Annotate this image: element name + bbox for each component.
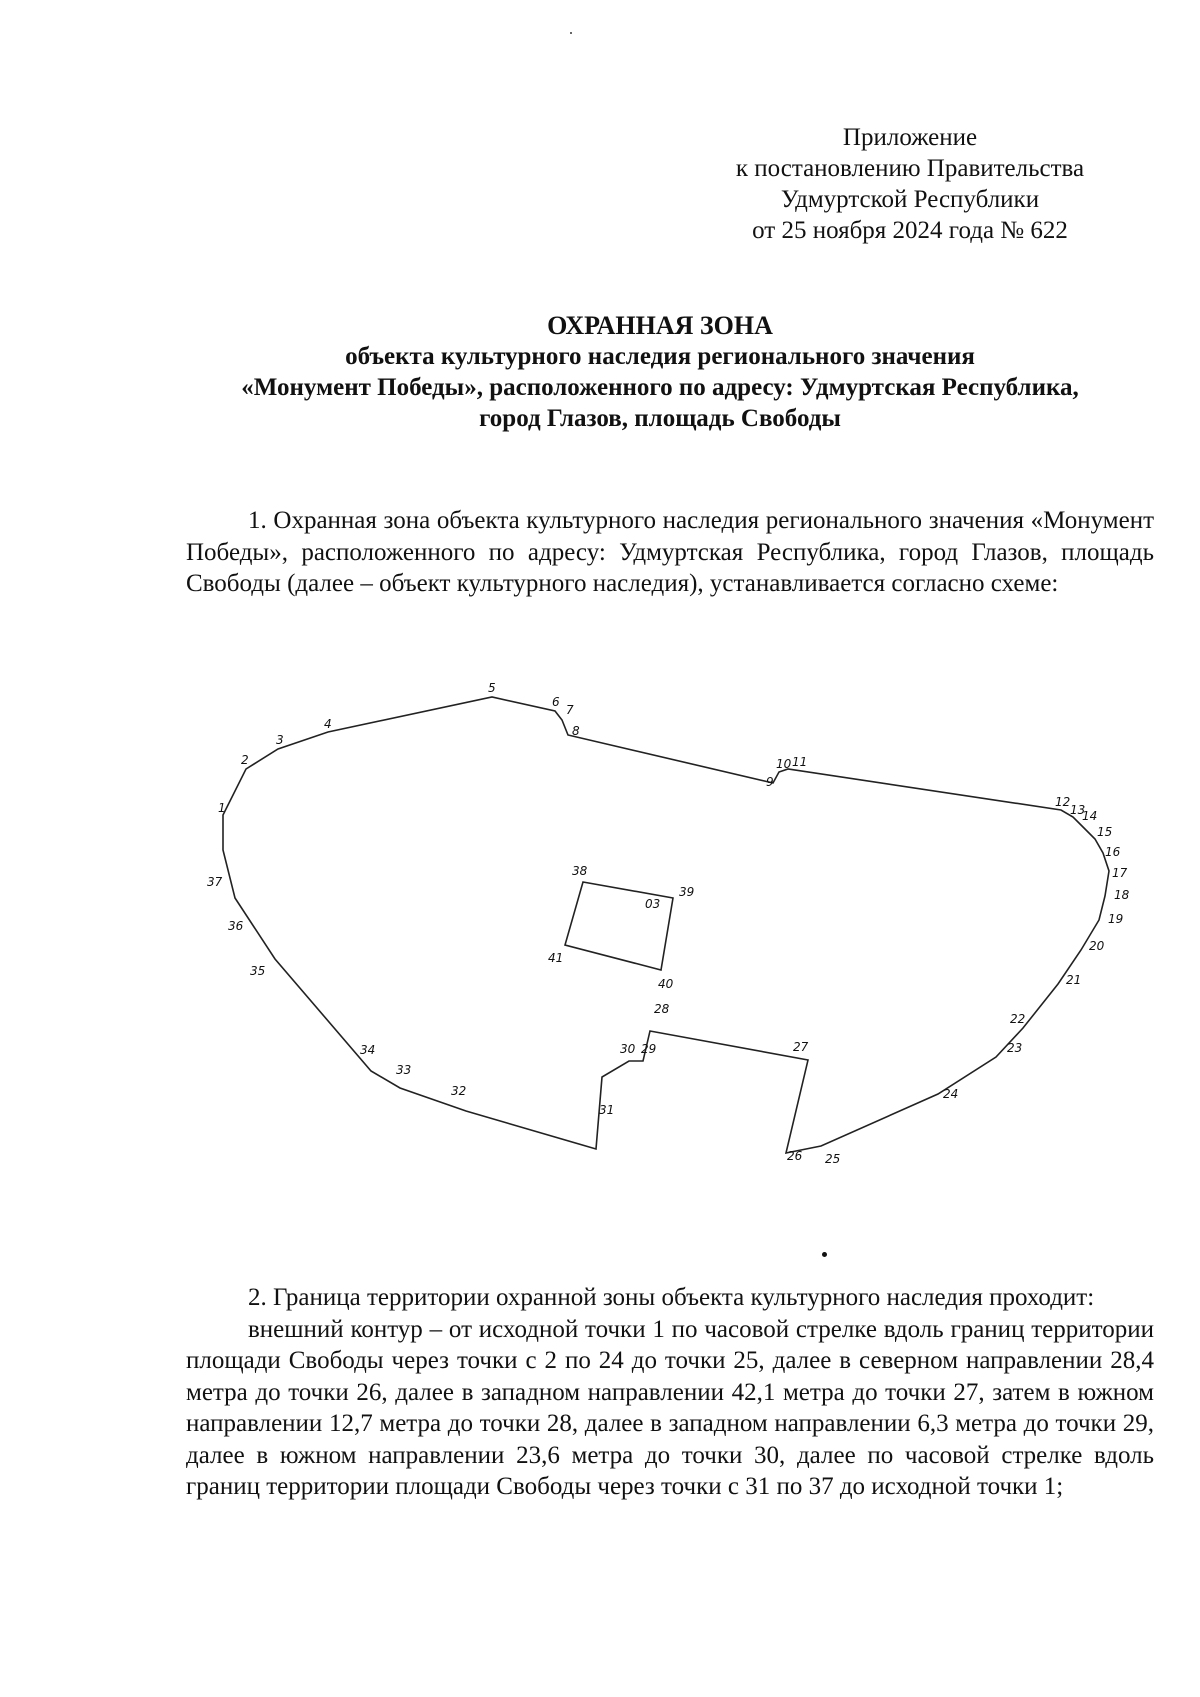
title-line-4: город Глазов, площадь Свободы bbox=[479, 405, 841, 432]
point-label-40: 40 bbox=[658, 977, 674, 991]
paragraph-1 bbox=[186, 505, 1154, 600]
point-label-39: 39 bbox=[679, 885, 695, 899]
annex-header bbox=[700, 122, 1120, 246]
point-label-20: 20 bbox=[1089, 939, 1105, 953]
point-label-3: 3 bbox=[276, 733, 284, 747]
paragraph-1-text: 1. Охранная зона объекта культурного наследия регионального значения «Монумент Победы», расположенного по адресу: Удмуртская Республика, город Глазов, площадь Свободы (далее – объект культурного наследия), устанавливается согласно схеме: bbox=[186, 507, 1154, 597]
annex-line-2: к постановлению Правительства bbox=[735, 155, 1085, 182]
point-label-36: 36 bbox=[228, 919, 244, 933]
point-label-1: 1 bbox=[218, 801, 226, 815]
annex-line-4: от 25 ноября 2024 года № 622 bbox=[752, 217, 1068, 244]
paragraph-2-intro-text: 2. Граница территории охранной зоны объекта культурного наследия проходит: bbox=[248, 1284, 1095, 1311]
annex-line-3: Удмуртской Республики bbox=[780, 186, 1040, 213]
point-label-34: 34 bbox=[360, 1043, 376, 1057]
point-label-29: 29 bbox=[641, 1042, 657, 1056]
point-label-35: 35 bbox=[250, 964, 266, 978]
title-line-2: объекта культурного наследия регионального значения bbox=[345, 343, 975, 370]
outer-contour-text: внешний контур – от исходной точки 1 по часовой стрелке вдоль границ территории площади Свободы через точки с 2 по 24 до точки 25, далее в северном направлении 28,4 метра до точки 26, далее в западном направлении 42,1 метра до точки 27, затем в южном направлении 12,7 метра до точки 28, далее в западном направлении 6,3 метра до точки 29, далее в южном направлении 23,6 метра до точки 30, далее по часовой стрелке вдоль границ территории площади Свободы через точки с 31 по 37 до исходной точки 1; bbox=[186, 1315, 1154, 1500]
point-label-23: 23 bbox=[1007, 1041, 1023, 1055]
protection-zone-scheme bbox=[0, 670, 1200, 1270]
point-label-11: 11 bbox=[792, 755, 808, 769]
zone-label: 03 bbox=[645, 897, 661, 911]
point-label-25: 25 bbox=[825, 1152, 841, 1166]
point-label-16: 16 bbox=[1105, 845, 1121, 859]
point-label-31: 31 bbox=[599, 1103, 615, 1117]
point-label-17: 17 bbox=[1112, 866, 1128, 880]
point-label-7: 7 bbox=[566, 703, 574, 717]
point-label-41: 41 bbox=[548, 951, 564, 965]
document-title bbox=[170, 310, 1150, 434]
point-label-33: 33 bbox=[396, 1063, 412, 1077]
title-line-3: «Монумент Победы», расположенного по адресу: Удмуртская Республика, bbox=[241, 374, 1079, 401]
point-label-24: 24 bbox=[943, 1087, 959, 1101]
outer-contour bbox=[223, 697, 1109, 1153]
point-label-21: 21 bbox=[1066, 973, 1082, 987]
point-label-28: 28 bbox=[654, 1002, 670, 1016]
point-label-19: 19 bbox=[1108, 912, 1124, 926]
point-label-5: 5 bbox=[488, 681, 496, 695]
point-label-2: 2 bbox=[241, 753, 249, 767]
point-label-26: 26 bbox=[787, 1149, 803, 1163]
point-label-12: 12 bbox=[1055, 795, 1071, 809]
inner-contour bbox=[565, 882, 673, 970]
point-label-4: 4 bbox=[324, 717, 332, 731]
scan-speck bbox=[570, 32, 572, 34]
scan-dot bbox=[822, 1252, 827, 1257]
point-label-13: 13 bbox=[1070, 803, 1086, 817]
point-label-15: 15 bbox=[1097, 825, 1113, 839]
point-label-10: 10 bbox=[776, 757, 792, 771]
point-label-37: 37 bbox=[207, 875, 223, 889]
point-label-22: 22 bbox=[1010, 1012, 1026, 1026]
point-label-9: 9 bbox=[766, 775, 774, 789]
point-label-32: 32 bbox=[451, 1084, 467, 1098]
title-line-1: ОХРАННАЯ ЗОНА bbox=[547, 311, 773, 340]
point-label-38: 38 bbox=[572, 864, 588, 878]
point-label-8: 8 bbox=[572, 724, 580, 738]
point-label-14: 14 bbox=[1082, 809, 1098, 823]
annex-line-1: Приложение bbox=[842, 124, 978, 151]
point-label-30: 30 bbox=[620, 1042, 636, 1056]
outer-contour-description bbox=[186, 1314, 1154, 1503]
paragraph-2 bbox=[186, 1282, 1154, 1503]
point-label-18: 18 bbox=[1114, 888, 1130, 902]
point-label-6: 6 bbox=[552, 695, 560, 709]
paragraph-2-intro bbox=[186, 1282, 1154, 1314]
point-label-27: 27 bbox=[793, 1040, 809, 1054]
